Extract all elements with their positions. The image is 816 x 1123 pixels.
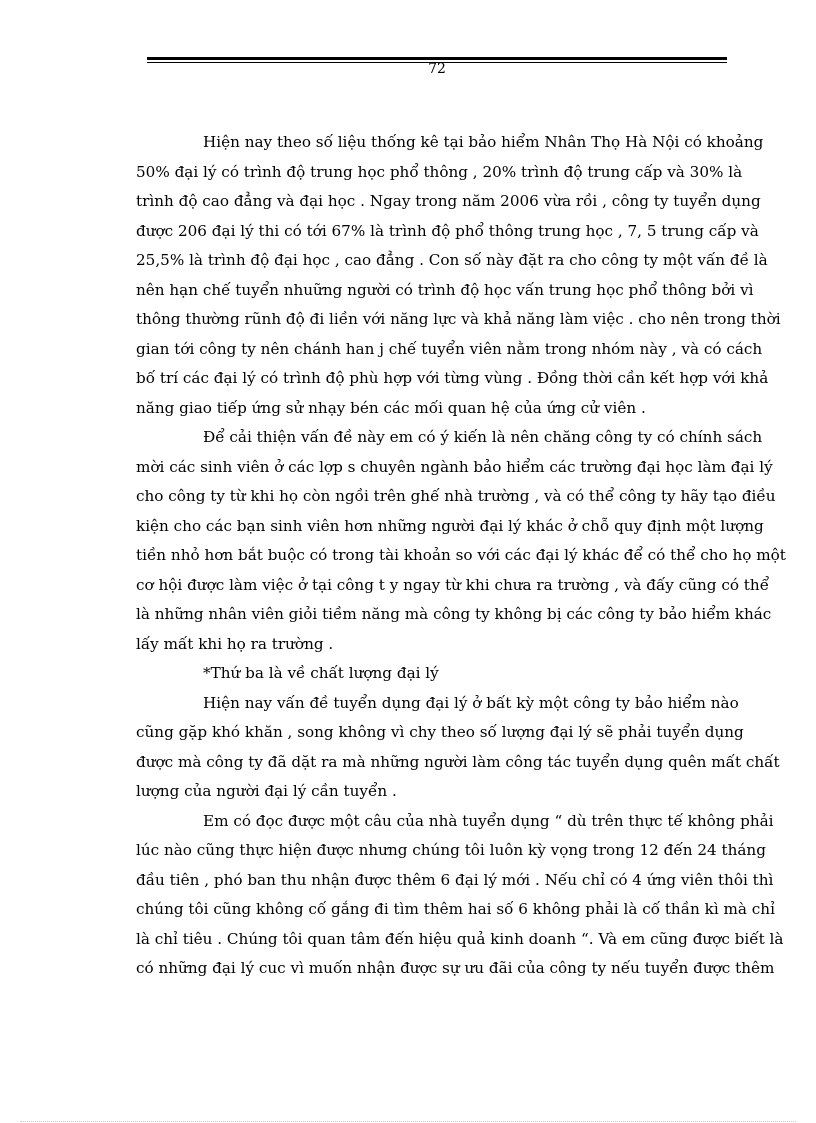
text-line: nên hạn chế tuyển nhuững người có trình độ học vấn trung học phổ thông bởi vì: [136, 280, 754, 299]
text-line: được mà công ty đã dặt ra mà những người làm công tác tuyển dụng quên mất chất: [136, 752, 780, 771]
text-line: 25,5% là trình độ đại học , cao đẳng . Con số này đặt ra cho công ty một vấn đề là: [136, 251, 768, 269]
text-line: tiền nhỏ hơn bắt buộc có trong tài khoản so với các đại lý khác để có thể cho họ một: [136, 546, 786, 564]
text-line: năng giao tiếp ứng sử nhạy bén các mối quan hệ của ứng cử viên .: [136, 398, 646, 417]
text-line: kiện cho các bạn sinh viên hơn những người đại lý khác ở chỗ quy định một lượng: [136, 516, 764, 535]
document-body: [136, 128, 786, 984]
text-line: Để cải thiện vấn đề này em có ý kiến là nên chăng công ty có chính sách: [203, 428, 763, 446]
text-line: Hiện nay vấn đề tuyển dụng đại lý ở bất kỳ một công ty bảo hiểm nào: [203, 693, 739, 712]
text-line: bố trí các đại lý có trình độ phù hợp với từng vùng . Đồng thời cần kết hợp với khả: [136, 369, 769, 387]
text-line: Hiện nay theo số liệu thống kê tại bảo hiểm Nhân Thọ Hà Nội có khoảng: [203, 133, 764, 151]
text-line: chúng tôi cũng không cố gắng đi tìm thêm hai số 6 không phải là cố thần kì mà chỉ: [136, 900, 775, 918]
text-line: cho công ty từ khi họ còn ngồi trên ghế nhà trường , và có thể công ty hãy tạo điều: [136, 487, 776, 505]
text-line: trình độ cao đẳng và đại học . Ngay trong năm 2006 vừa rồi , công ty tuyển dụng: [136, 192, 761, 210]
text-line: là chỉ tiêu . Chúng tôi quan tâm đến hiệu quả kinh doanh “. Và em cũng được biết là: [136, 929, 784, 948]
text-line: lấy mất khi họ ra trường .: [136, 634, 334, 653]
page-number: 72: [428, 61, 446, 77]
text-line: lượng của người đại lý cần tuyển .: [136, 782, 397, 800]
text-line: cũng gặp khó khăn , song không vì chy theo số lượng đại lý sẽ phải tuyển dụng: [136, 723, 744, 741]
text-line: *Thứ ba là về chất lượng đại lý: [203, 664, 439, 682]
text-line: có những đại lý cuc vì muốn nhận được sự ưu đãi của công ty nếu tuyển được thêm: [136, 959, 775, 977]
text-line: đầu tiên , phó ban thu nhận được thêm 6 đại lý mới . Nếu chỉ có 4 ứng viên thôi thì: [136, 870, 774, 889]
text-line: được 206 đại lý thi có tới 67% là trình độ phổ thông trung học , 7, 5 trung cấp và: [136, 221, 759, 240]
text-line: Em có đọc được một câu của nhà tuyển dụng “ dù trên thực tế không phải: [203, 811, 774, 830]
text-line: là những nhân viên giỏi tiềm năng mà công ty không bị các công ty bảo hiểm khác: [136, 605, 772, 623]
text-line: lúc nào cũng thực hiện được nhưng chúng tôi luôn kỳ vọng trong 12 đến 24 tháng: [136, 841, 766, 859]
text-line: thông thường rũnh độ đi liền với năng lực và khả năng làm việc . cho nên trong thời: [136, 310, 781, 328]
text-line: cơ hội được làm việc ở tại công t y ngay từ khi chưa ra trường , và đấy cũng có thể: [136, 575, 770, 594]
page-bottom-border: [20, 1121, 796, 1122]
text-line: mời các sinh viên ở các lợp s chuyên ngành bảo hiểm các trường đại học làm đại lý: [136, 457, 773, 476]
text-line: 50% đại lý có trình độ trung học phổ thông , 20% trình độ trung cấp và 30% là: [136, 162, 743, 181]
text-line: gian tới công ty nên chánh han j chế tuyển viên nằm trong nhóm này , và có cách: [136, 339, 763, 358]
